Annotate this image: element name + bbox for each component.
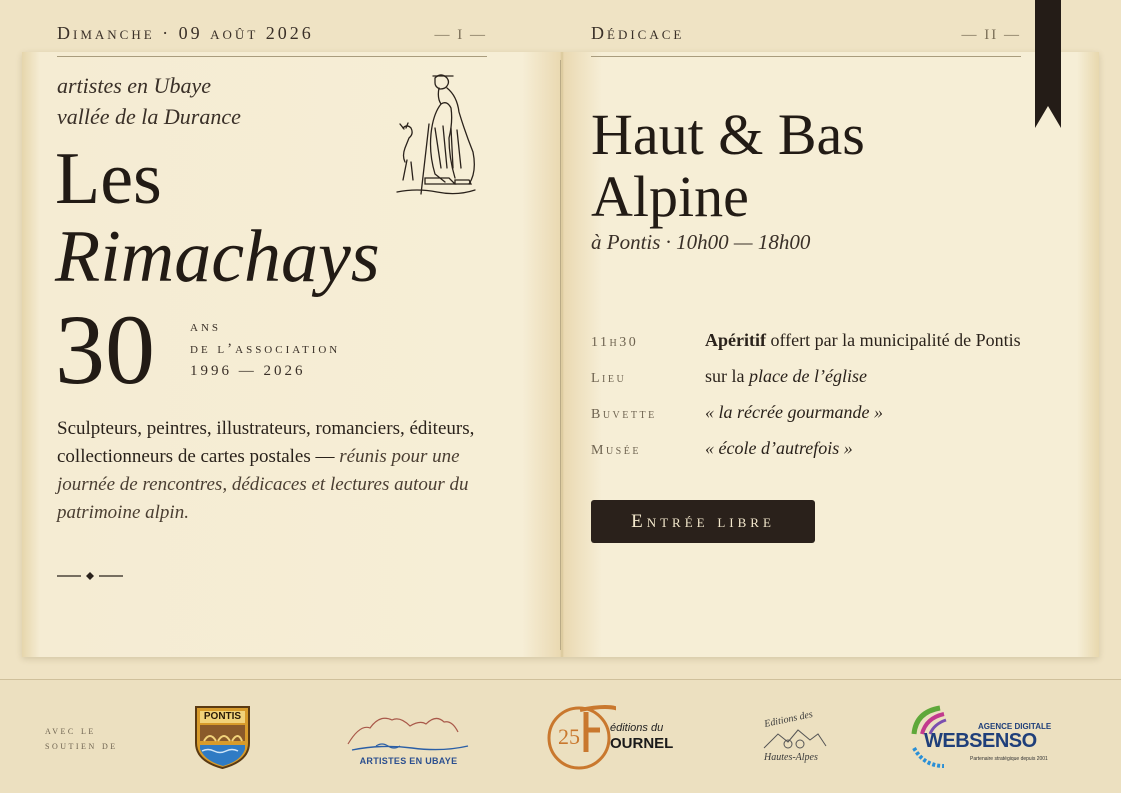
ans-line-3: 1996 — 2026 (190, 363, 306, 379)
pontis-logo[interactable] (194, 705, 251, 770)
schedule-value (705, 402, 883, 423)
event-date: Dimanche · 09 août 2026 (57, 23, 314, 43)
pontis-logo-text: PONTIS (203, 711, 242, 722)
schedule-value-italic: « la récrée gourmande » (705, 402, 883, 422)
page-number-left: — I — (434, 27, 487, 43)
schedule-value (705, 366, 867, 387)
page-number-right: — II — (961, 27, 1021, 43)
mountain-line-icon (346, 710, 471, 754)
free-entry-button[interactable]: Entrée libre (591, 500, 815, 543)
fournel-line-1: éditions du (610, 722, 664, 734)
support-line-2: soutien de (45, 740, 118, 752)
fournel-years: 25 (558, 724, 580, 749)
schedule-list (591, 330, 1051, 474)
anniversary-number: 30 (55, 294, 155, 405)
anniversary-caption (190, 316, 340, 382)
websenso-tag: AGENCE DIGITALE (978, 722, 1052, 731)
event-title (591, 104, 865, 228)
schedule-row (591, 330, 1051, 366)
bookmark-ribbon-icon (1035, 0, 1061, 128)
hermit-illustration-icon (395, 68, 477, 198)
schedule-value-bold: Apéritif (705, 330, 766, 350)
event-description (57, 415, 492, 527)
schedule-row (591, 366, 1051, 402)
description-plain: Sculpteurs, peintres, illustrateurs, romanciers, éditeurs, collectionneurs de cartes postales — (57, 418, 475, 467)
websenso-name: WEBSENSO (924, 730, 1037, 752)
websenso-logo[interactable] (910, 704, 1050, 772)
schedule-value (705, 330, 1021, 351)
schedule-value-italic: place de l’église (749, 366, 867, 386)
right-page-header (591, 23, 1021, 57)
dedicace-heading: Dédicace (591, 23, 685, 43)
schedule-value-text: sur la (705, 366, 749, 386)
support-label (45, 724, 118, 754)
event-title-line-2: Alpine (591, 164, 749, 229)
description-italic: réunis pour une journée de rencontres, dédicaces et lectures autour du patrimoine alpin. (57, 446, 469, 523)
schedule-key: Buvette (591, 407, 657, 422)
mountain-sketch-icon (762, 724, 828, 754)
fournel-line-2: OURNEL (610, 735, 674, 752)
subtitle-line-1: artistes en Ubaye (57, 73, 211, 98)
subtitle-line-2: vallée de la Durance (57, 104, 241, 129)
schedule-row (591, 402, 1051, 438)
websenso-sub: Partenaire stratégique depuis 2001 (970, 756, 1048, 762)
title-les: Les (55, 138, 162, 220)
left-page-header (57, 23, 487, 57)
hautes-alpes-line-1: Editions des (763, 709, 814, 730)
artistes-en-ubaye-logo[interactable] (346, 710, 471, 768)
schedule-row (591, 438, 1051, 474)
artistes-logo-text: ARTISTES EN UBAYE (359, 756, 458, 766)
left-subtitle (57, 70, 241, 132)
schedule-value-italic: « école d’autrefois » (705, 438, 853, 458)
editions-hautes-alpes-logo[interactable] (760, 709, 830, 768)
ans-line-1: ans (190, 319, 222, 335)
fournel-circle-icon (546, 702, 616, 772)
editions-du-fournel-logo[interactable] (546, 702, 680, 772)
schedule-value-text: offert par la municipalité de Pontis (765, 330, 1021, 350)
schedule-key: Lieu (591, 371, 627, 386)
book-spine (560, 60, 561, 650)
title-rimachays: Rimachays (55, 216, 380, 298)
schedule-key: 11h30 (591, 335, 639, 350)
ornament-divider-icon (57, 570, 123, 582)
hautes-alpes-line-2: Hautes-Alpes (764, 752, 818, 763)
support-line-1: avec le (45, 725, 96, 737)
event-title-line-1: Haut & Bas (591, 102, 865, 167)
schedule-key: Musée (591, 443, 641, 458)
event-location-time: à Pontis · 10h00 — 18h00 (591, 230, 811, 254)
ans-line-2: de l’association (190, 341, 341, 357)
sponsors-footer (0, 679, 1121, 793)
schedule-value (705, 438, 853, 459)
